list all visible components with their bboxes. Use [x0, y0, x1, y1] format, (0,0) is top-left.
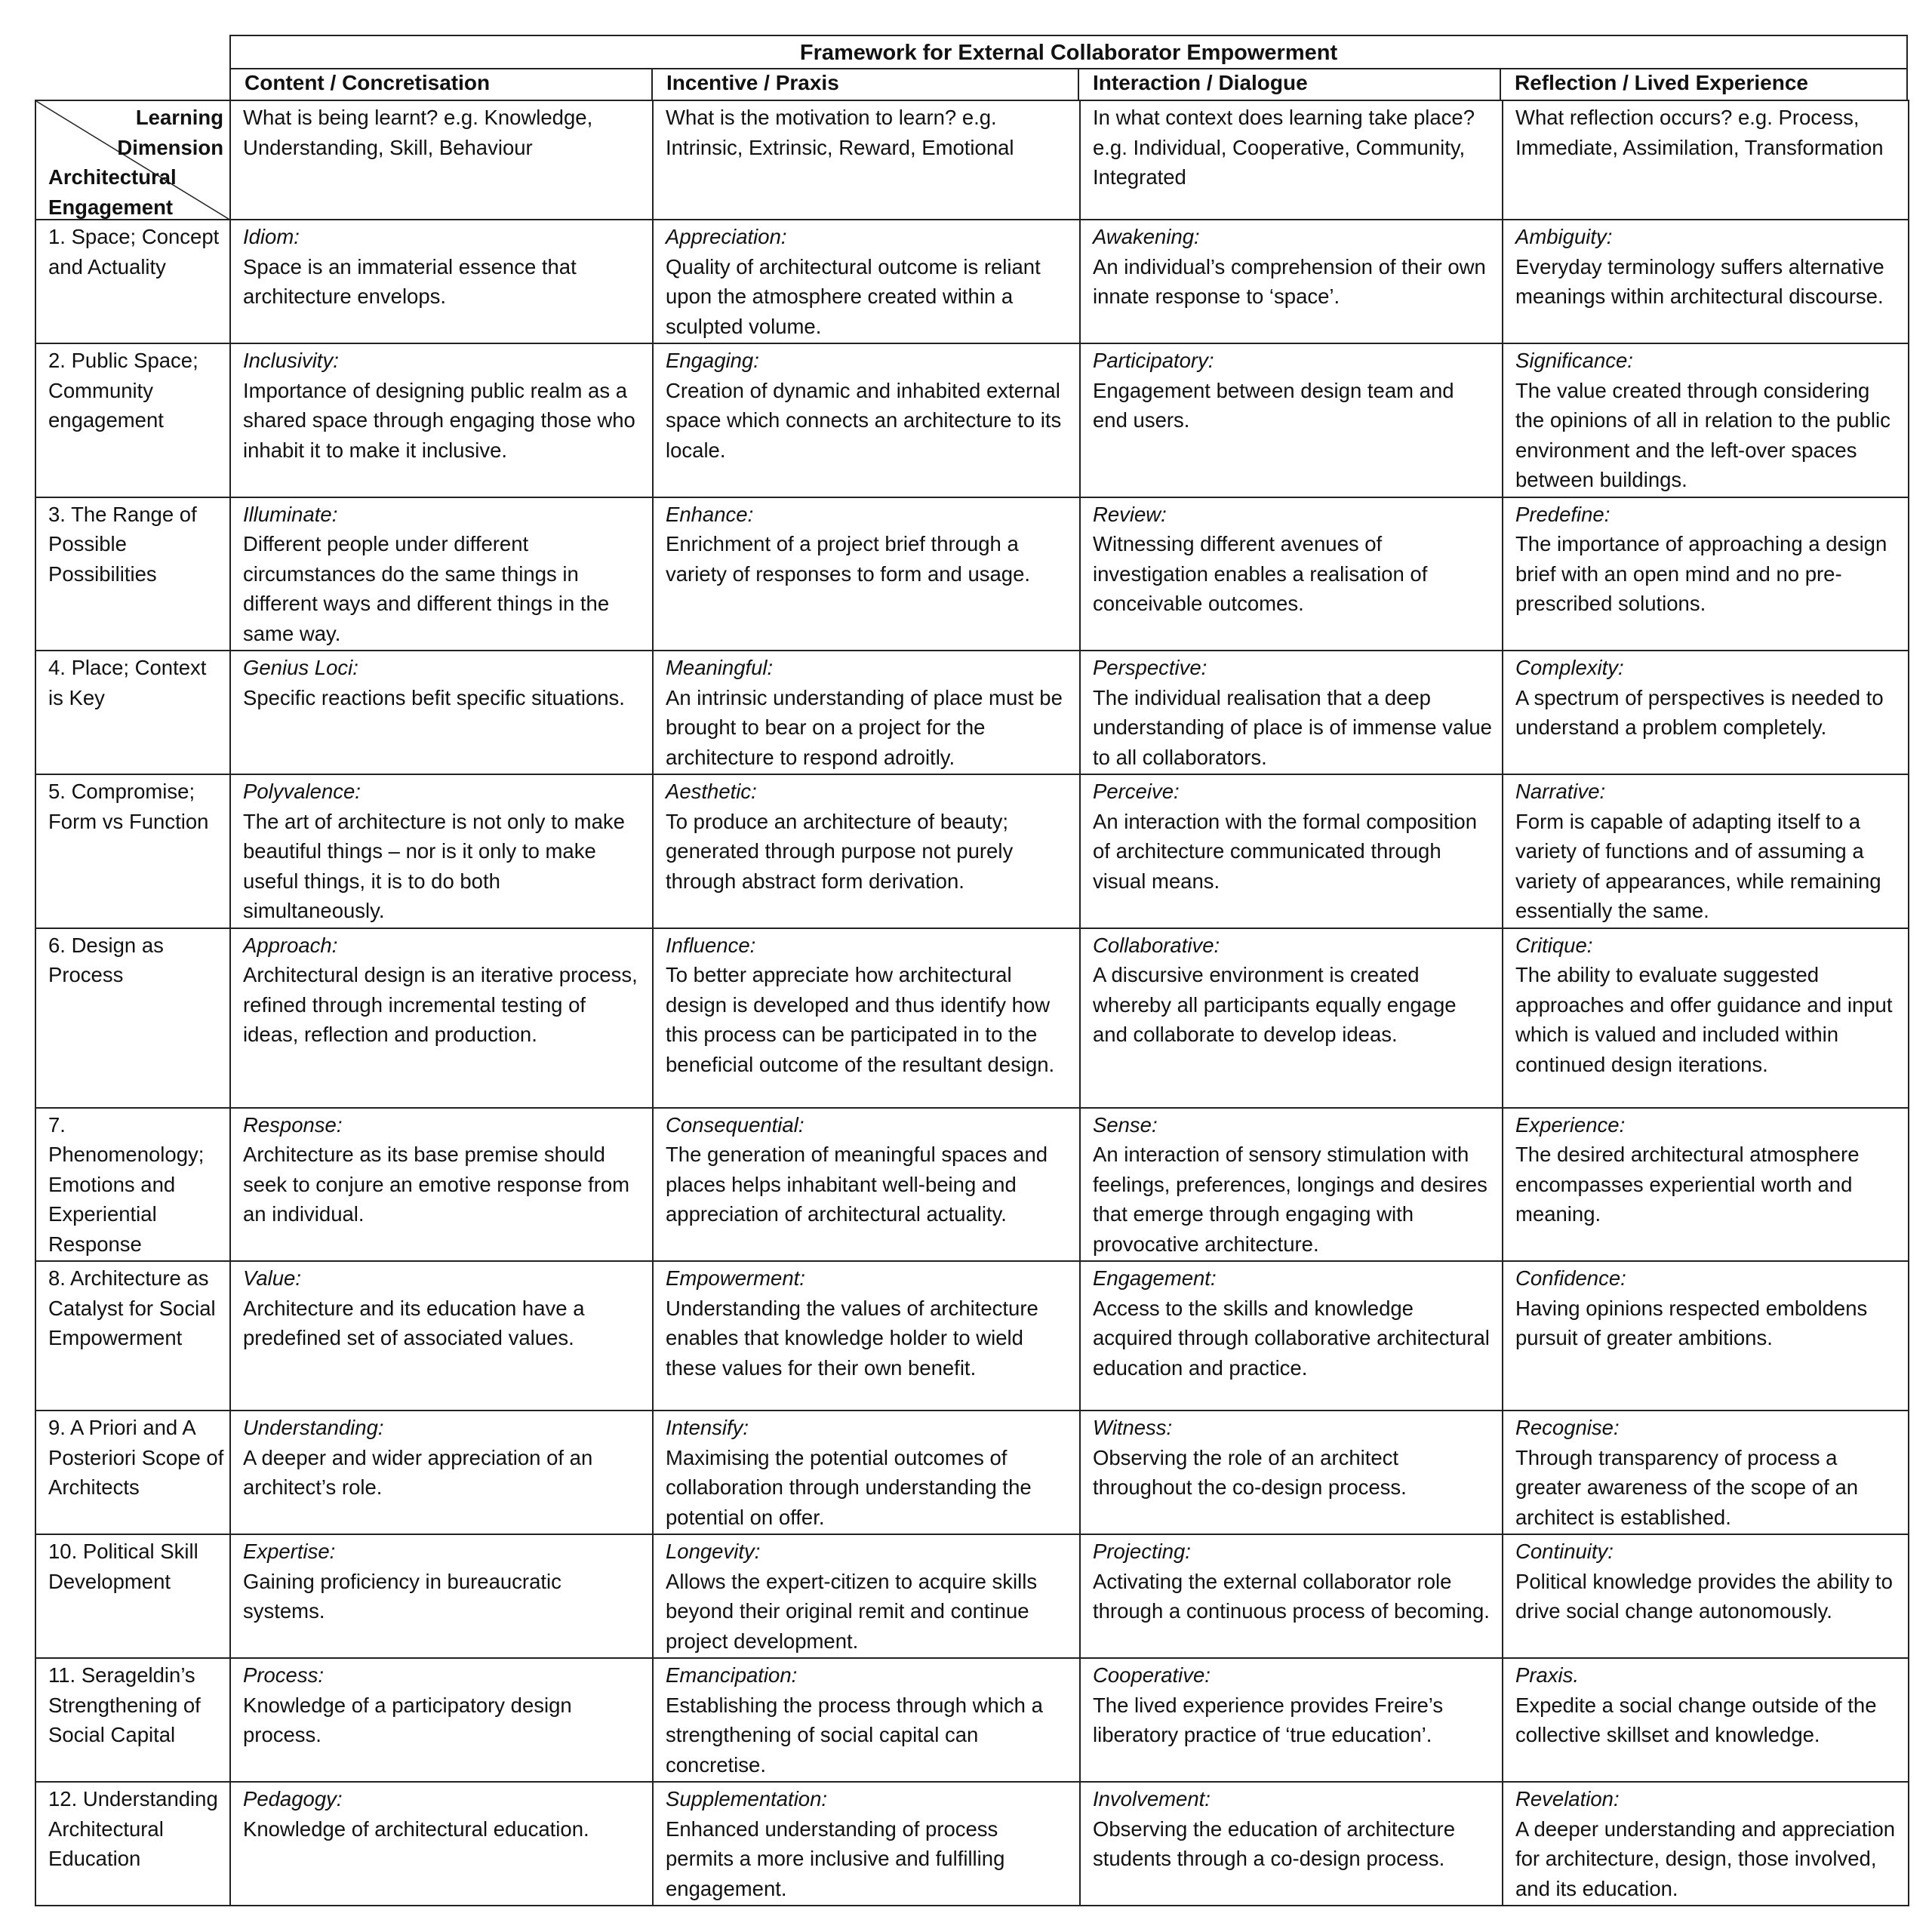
- table-row: [35, 928, 1909, 1108]
- framework-cell: [230, 1534, 653, 1658]
- framework-cell: [653, 928, 1080, 1108]
- cell-term: Praxis.: [1515, 1663, 1580, 1687]
- framework-cell: [653, 1108, 1080, 1262]
- framework-cell: [230, 928, 653, 1108]
- framework-cell: [1080, 1658, 1503, 1782]
- cell-description: Specific reactions befit specific situations.: [243, 685, 625, 709]
- cell-description: Creation of dynamic and inhabited external space which connects an architecture to its locale.: [666, 378, 1062, 462]
- framework-cell: [1503, 343, 1909, 497]
- table-row: [35, 1534, 1909, 1658]
- table-row: [35, 220, 1909, 343]
- framework-cell: [1080, 1261, 1503, 1411]
- framework-cell: [653, 651, 1080, 774]
- cell-term: Review:: [1093, 502, 1167, 526]
- cell-description: Importance of designing public realm as a shared space through engaging those who inhabit it to make it inclusive.: [243, 378, 635, 462]
- framework-cell: [653, 774, 1080, 928]
- row-label: 2. Public Space; Community engagement: [35, 343, 230, 497]
- cell-term: Approach:: [243, 933, 338, 957]
- row-label: 6. Design as Process: [35, 928, 230, 1108]
- column-prompt: What is being learnt? e.g. Knowledge, Understanding, Skill, Behaviour: [230, 100, 653, 220]
- cell-description: Engagement between design team and end users.: [1093, 378, 1454, 432]
- column-prompt: What is the motivation to learn? e.g. Intrinsic, Extrinsic, Reward, Emotional: [653, 100, 1080, 220]
- cell-term: Perspective:: [1093, 656, 1208, 679]
- cell-description: Space is an immaterial essence that architecture envelops.: [243, 254, 577, 308]
- cell-description: An interaction of sensory stimulation with feelings, preferences, longings and desires that emerge through engaging with provocative architecture.: [1093, 1143, 1487, 1256]
- cell-term: Aesthetic:: [666, 780, 757, 803]
- table-row: [35, 497, 1909, 651]
- cell-term: Witness:: [1093, 1416, 1173, 1439]
- framework-cell: [1503, 1411, 1909, 1534]
- framework-cell: [653, 1261, 1080, 1411]
- cell-term: Narrative:: [1515, 780, 1606, 803]
- cell-term: Ambiguity:: [1515, 225, 1613, 248]
- cell-term: Influence:: [666, 933, 756, 957]
- framework-cell: [653, 497, 1080, 651]
- framework-cell: [230, 651, 653, 774]
- cell-description: Expedite a social change outside of the collective skillset and knowledge.: [1515, 1693, 1877, 1746]
- cell-description: The ability to evaluate suggested approaches and offer guidance and input which is valued and included within continued design iterations.: [1515, 963, 1893, 1076]
- cell-description: A deeper understanding and appreciation for architecture, design, those involved, and its education.: [1515, 1817, 1896, 1900]
- framework-cell: [653, 220, 1080, 343]
- cell-term: Idiom:: [243, 225, 300, 248]
- corner-header-cell: [35, 100, 230, 220]
- framework-cell: [230, 1261, 653, 1411]
- cell-description: Observing the education of architecture students through a co-design process.: [1093, 1817, 1456, 1870]
- cell-description: Architecture as its base premise should seek to conjure an emotive response from an individual.: [243, 1143, 630, 1226]
- cell-term: Involvement:: [1093, 1787, 1211, 1810]
- framework-cell: [1080, 651, 1503, 774]
- framework-cell: [1503, 774, 1909, 928]
- cell-term: Consequential:: [666, 1112, 804, 1137]
- cell-term: Continuity:: [1515, 1540, 1614, 1563]
- framework-cell: [653, 343, 1080, 497]
- cell-description: Observing the role of an architect throughout the co-design process.: [1093, 1445, 1407, 1499]
- table-row: [35, 774, 1909, 928]
- cell-term: Response:: [243, 1112, 343, 1137]
- cell-term: Revelation:: [1515, 1787, 1620, 1810]
- column-header-content: Content / Concretisation: [231, 68, 653, 100]
- cell-term: Complexity:: [1515, 656, 1624, 679]
- framework-cell: [1503, 651, 1909, 774]
- framework-cell: [653, 1782, 1080, 1906]
- framework-cell: [1080, 220, 1503, 343]
- learning-label: Learning: [135, 106, 223, 129]
- cell-term: Intensify:: [666, 1416, 749, 1439]
- cell-description: Through transparency of process a greater awareness of the scope of an architect is established.: [1515, 1445, 1859, 1529]
- cell-description: Understanding the values of architecture enables that knowledge holder to wield these values for their own benefit.: [666, 1296, 1038, 1380]
- row-label: 5. Compromise; Form vs Function: [35, 774, 230, 928]
- cell-description: An interaction with the formal composition of architecture communicated through visual means.: [1093, 809, 1477, 893]
- table-row: [35, 651, 1909, 774]
- cell-term: Empowerment:: [666, 1266, 805, 1290]
- architectural-engagement-label: [48, 162, 177, 222]
- architectural-label: Architectural: [48, 165, 177, 189]
- framework-cell: [653, 1411, 1080, 1534]
- row-label: 7. Phenomenology; Emotions and Experiential Response: [35, 1108, 230, 1262]
- table-row: [35, 1108, 1909, 1262]
- cell-term: Engagement:: [1093, 1266, 1217, 1290]
- table-row: [35, 343, 1909, 497]
- table-title: Framework for External Collaborator Empowerment: [229, 35, 1908, 69]
- framework-cell: [1080, 497, 1503, 651]
- cell-term: Collaborative:: [1093, 933, 1220, 957]
- framework-cell: [1080, 343, 1503, 497]
- learning-dimension-label: [117, 103, 223, 162]
- framework-cell: [230, 1658, 653, 1782]
- framework-cell: [1503, 1534, 1909, 1658]
- cell-description: Everyday terminology suffers alternative meanings within architectural discourse.: [1515, 254, 1884, 308]
- row-label: 12. Understanding Architectural Education: [35, 1782, 230, 1906]
- cell-term: Polyvalence:: [243, 780, 361, 803]
- framework-cell: [230, 343, 653, 497]
- cell-term: Predefine:: [1515, 502, 1611, 526]
- cell-description: Quality of architectural outcome is reliant upon the atmosphere created within a sculpted volume.: [666, 254, 1041, 338]
- framework-cell: [230, 1411, 653, 1534]
- row-label: 9. A Priori and A Posteriori Scope of Architects: [35, 1411, 230, 1534]
- cell-term: Inclusivity:: [243, 349, 339, 372]
- cell-description: Knowledge of architectural education.: [243, 1817, 589, 1841]
- framework-cell: [230, 220, 653, 343]
- cell-term: Projecting:: [1093, 1540, 1191, 1563]
- cell-term: Process:: [243, 1663, 324, 1687]
- column-header-interaction: Interaction / Dialogue: [1079, 68, 1501, 100]
- row-label: 4. Place; Context is Key: [35, 651, 230, 774]
- cell-description: Political knowledge provides the ability to drive social change autonomously.: [1515, 1569, 1893, 1623]
- framework-cell: [1503, 1108, 1909, 1262]
- framework-cell: [1503, 1782, 1909, 1906]
- cell-term: Confidence:: [1515, 1266, 1626, 1290]
- row-label: 11. Serageldin’s Strengthening of Social Capital: [35, 1658, 230, 1782]
- prompt-row: [35, 100, 1909, 220]
- cell-description: Activating the external collaborator role through a continuous process of becoming.: [1093, 1569, 1490, 1623]
- cell-term: Sense:: [1093, 1112, 1158, 1137]
- cell-description: An intrinsic understanding of place must be brought to bear on a project for the architecture to respond adroitly.: [666, 685, 1063, 769]
- engagement-label: Engagement: [48, 195, 174, 219]
- table-row: [35, 1261, 1909, 1411]
- framework-cell: [653, 1534, 1080, 1658]
- cell-description: The lived experience provides Freire’s liberatory practice of ‘true education’.: [1093, 1693, 1444, 1746]
- framework-cell: [1080, 928, 1503, 1108]
- cell-description: To produce an architecture of beauty; generated through purpose not purely through abstract form derivation.: [666, 809, 1014, 893]
- cell-description: The desired architectural atmosphere encompasses experiential worth and meaning.: [1515, 1143, 1860, 1226]
- framework-cell: [230, 1108, 653, 1262]
- framework-cell: [1080, 1534, 1503, 1658]
- cell-term: Illuminate:: [243, 502, 338, 526]
- cell-description: A spectrum of perspectives is needed to understand a problem completely.: [1515, 685, 1884, 739]
- framework-cell: [1503, 1261, 1909, 1411]
- cell-term: Value:: [243, 1266, 301, 1290]
- framework-grid: [35, 100, 1909, 1906]
- dimension-label: Dimension: [117, 135, 223, 159]
- framework-cell: [1503, 1658, 1909, 1782]
- cell-term: Understanding:: [243, 1416, 384, 1439]
- framework-cell: [230, 497, 653, 651]
- cell-term: Supplementation:: [666, 1787, 828, 1810]
- framework-cell: [1080, 1108, 1503, 1262]
- row-label: 8. Architecture as Catalyst for Social Empowerment: [35, 1261, 230, 1411]
- framework-cell: [230, 774, 653, 928]
- cell-description: The art of architecture is not only to make beautiful things – nor is it only to make useful things, it is to do both simultaneously.: [243, 809, 625, 922]
- column-header-row: [229, 68, 1908, 100]
- cell-term: Participatory:: [1093, 349, 1214, 372]
- cell-term: Critique:: [1515, 933, 1593, 957]
- cell-term: Appreciation:: [666, 225, 787, 248]
- column-header-reflection: Reflection / Lived Experience: [1514, 71, 1809, 94]
- column-prompt: In what context does learning take place? e.g. Individual, Cooperative, Community, Integrated: [1080, 100, 1503, 220]
- cell-description: To better appreciate how architectural design is developed and thus identify how this process can be participated in to the beneficial outcome of the resultant design.: [666, 963, 1055, 1076]
- cell-description: Different people under different circumstances do the same things in different ways and different things in the same way.: [243, 532, 610, 645]
- cell-description: A discursive environment is created whereby all participants equally engage and collaborate to develop ideas.: [1093, 963, 1457, 1046]
- cell-term: Longevity:: [666, 1540, 761, 1563]
- column-header-incentive: Incentive / Praxis: [653, 68, 1079, 100]
- cell-description: Maximising the potential outcomes of collaboration through understanding the potential on offer.: [666, 1445, 1032, 1529]
- cell-description: Witnessing different avenues of investigation enables a realisation of conceivable outcomes.: [1093, 532, 1428, 615]
- cell-description: The value created through considering the opinions of all in relation to the public environment and the left-over spaces between buildings.: [1515, 378, 1890, 491]
- cell-description: Knowledge of a participatory design process.: [243, 1693, 572, 1746]
- cell-term: Enhance:: [666, 502, 754, 526]
- cell-description: Allows the expert-citizen to acquire skills beyond their original remit and continue project development.: [666, 1569, 1038, 1653]
- framework-cell: [1080, 1411, 1503, 1534]
- cell-description: Gaining proficiency in bureaucratic systems.: [243, 1569, 561, 1623]
- cell-term: Expertise:: [243, 1540, 336, 1563]
- cell-term: Experience:: [1515, 1112, 1626, 1137]
- column-prompt: What reflection occurs? e.g. Process, Immediate, Assimilation, Transformation: [1503, 100, 1909, 220]
- cell-term: Perceive:: [1093, 780, 1180, 803]
- framework-cell: [1503, 497, 1909, 651]
- framework-cell: [1080, 1782, 1503, 1906]
- cell-term: Recognise:: [1515, 1416, 1620, 1439]
- cell-description: Form is capable of adapting itself to a variety of functions and of assuming a variety of appearances, while remaining essentially the same.: [1515, 809, 1881, 922]
- cell-term: Meaningful:: [666, 656, 774, 679]
- framework-cell: [1503, 220, 1909, 343]
- cell-description: Establishing the process through which a strengthening of social capital can concretise.: [666, 1693, 1043, 1777]
- framework-cell: [1080, 774, 1503, 928]
- cell-description: Having opinions respected emboldens pursuit of greater ambitions.: [1515, 1296, 1868, 1349]
- cell-description: Architectural design is an iterative process, refined through incremental testing of ideas, reflection and production.: [243, 963, 638, 1046]
- cell-description: Access to the skills and knowledge acquired through collaborative architectural education and practice.: [1093, 1296, 1490, 1380]
- table-row: [35, 1782, 1909, 1906]
- framework-cell: [1503, 928, 1909, 1108]
- cell-term: Awakening:: [1093, 225, 1200, 248]
- cell-term: Pedagogy:: [243, 1787, 343, 1810]
- cell-term: Significance:: [1515, 349, 1633, 372]
- cell-term: Genius Loci:: [243, 656, 358, 679]
- cell-term: Emancipation:: [666, 1663, 798, 1687]
- cell-description: The generation of meaningful spaces and places helps inhabitant well-being and appreciation of architectural actuality.: [666, 1143, 1048, 1226]
- cell-description: A deeper and wider appreciation of an architect’s role.: [243, 1445, 593, 1499]
- row-label: 3. The Range of Possible Possibilities: [35, 497, 230, 651]
- row-label: 1. Space; Concept and Actuality: [35, 220, 230, 343]
- table-row: [35, 1658, 1909, 1782]
- cell-description: Architecture and its education have a predefined set of associated values.: [243, 1296, 585, 1349]
- table-row: [35, 1411, 1909, 1534]
- framework-cell: [653, 1658, 1080, 1782]
- cell-term: Engaging:: [666, 349, 759, 372]
- cell-description: The individual realisation that a deep understanding of place is of immense value to all collaborators.: [1093, 685, 1492, 769]
- cell-term: Cooperative:: [1093, 1663, 1211, 1687]
- cell-description: Enrichment of a project brief through a variety of responses to form and usage.: [666, 532, 1031, 586]
- row-label: 10. Political Skill Development: [35, 1534, 230, 1658]
- cell-description: Enhanced understanding of process permits a more inclusive and fulfilling engagement.: [666, 1817, 1005, 1900]
- framework-cell: [230, 1782, 653, 1906]
- cell-description: The importance of approaching a design brief with an open mind and no pre-prescribed solutions.: [1515, 532, 1887, 615]
- cell-description: An individual’s comprehension of their own innate response to ‘space’.: [1093, 254, 1486, 308]
